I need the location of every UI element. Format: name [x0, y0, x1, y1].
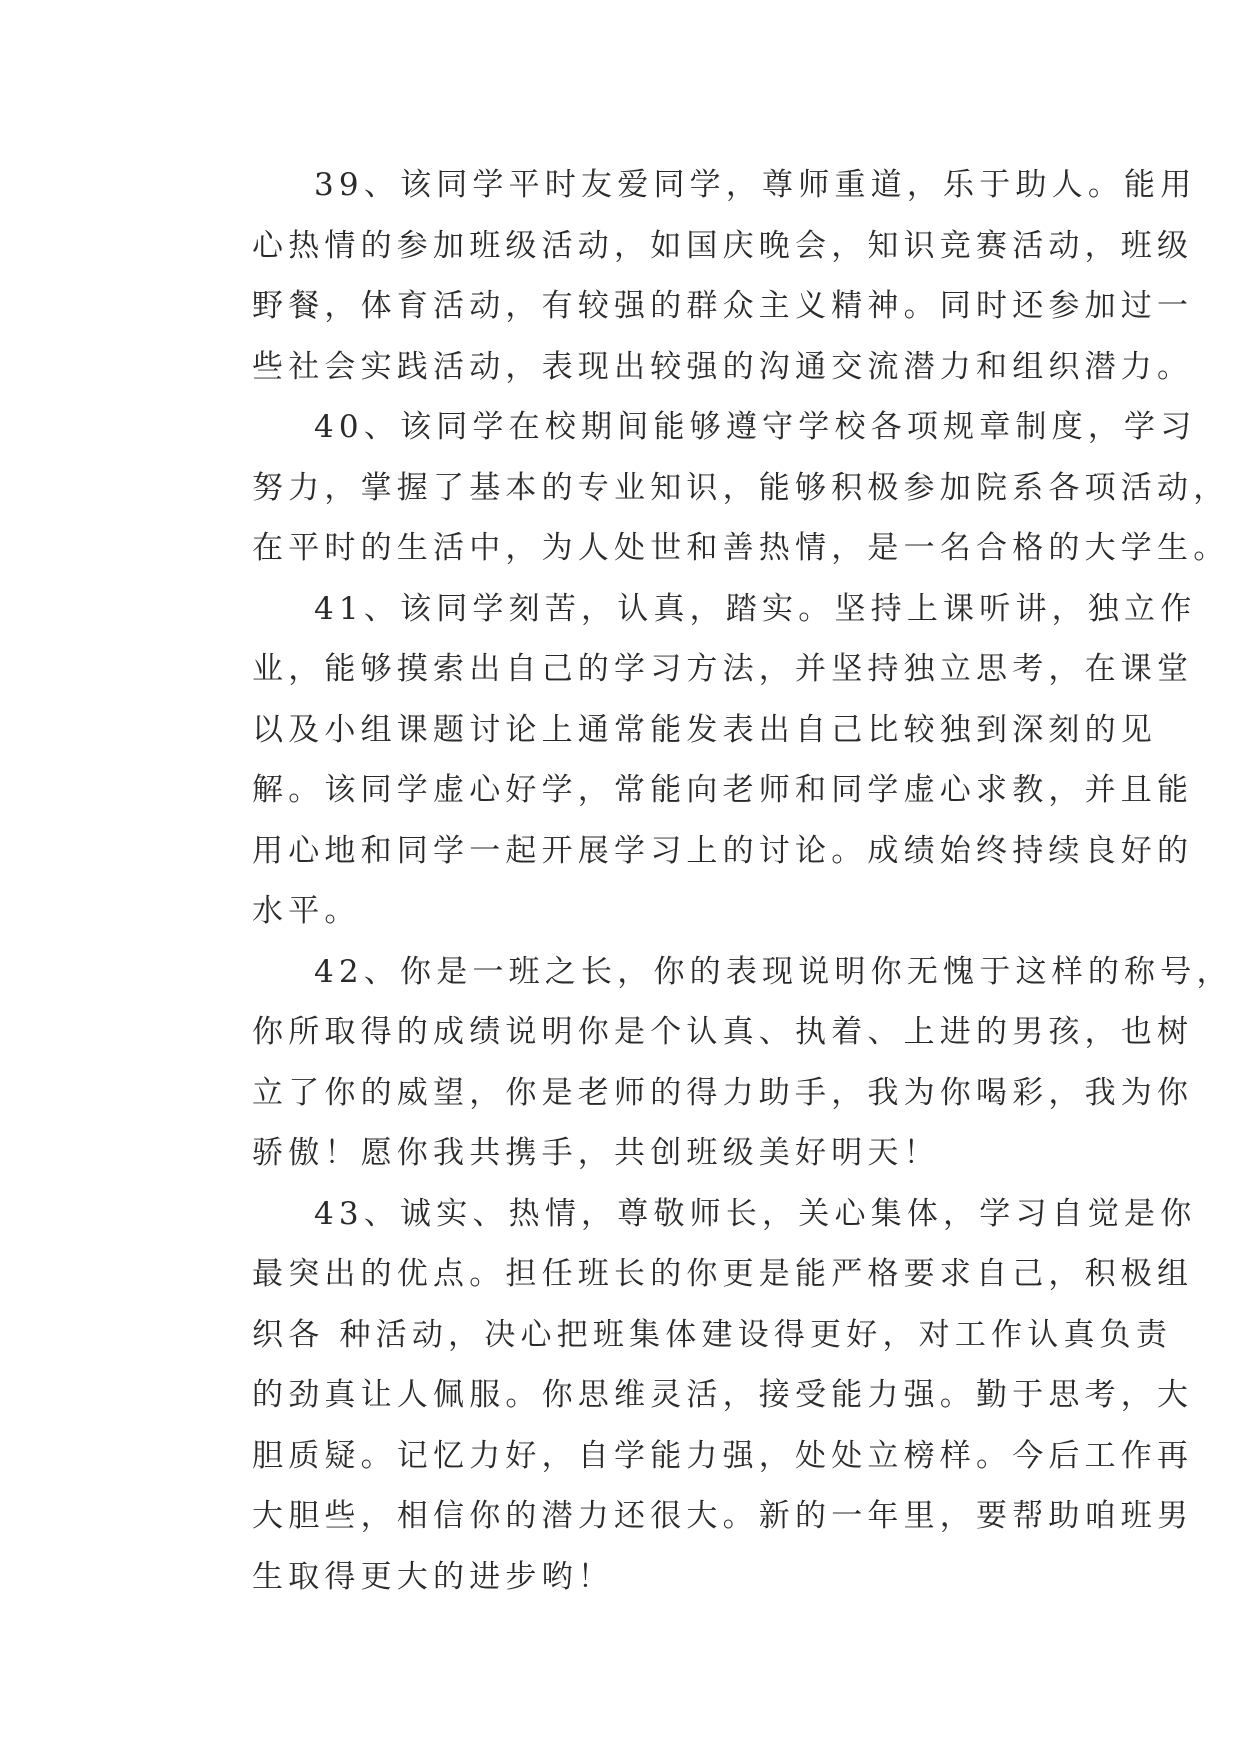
- paragraph-line: 你所取得的成绩说明你是个认真、执着、上进的男孩，也树: [252, 1014, 1194, 1050]
- comment-paragraph-43: [190, 1184, 1197, 1608]
- comment-paragraph-39: [190, 155, 1197, 397]
- paragraph-line: 心热情的参加班级活动，如国庆晚会，知识竞赛活动，班级: [252, 227, 1194, 264]
- paragraph-line: 业，能够摸索出自己的学习方法，并坚持独立思考，在课堂: [252, 651, 1194, 687]
- paragraph-line: 用心地和同学一起开展学习上的讨论。成绩始终持续良好的: [252, 832, 1194, 869]
- paragraph-line: 41、该同学刻苦，认真，踏实。坚持上课听讲，独立作: [314, 590, 1197, 627]
- comment-paragraph-40: [190, 397, 1230, 579]
- paragraph-line: 解。该同学虚心好学，常能向老师和同学虚心求教，并且能: [252, 772, 1194, 808]
- paragraph-line: 野餐，体育活动，有较强的群众主义精神。同时还参加过一: [252, 288, 1194, 324]
- paragraph-line: 43、诚实、热情，尊敬师长，关心集体，学习自觉是你: [314, 1195, 1197, 1232]
- paragraph-line: 最突出的优点。担任班长的你更是能严格要求自己，积极组: [252, 1256, 1194, 1292]
- paragraph-line: 大胆些，相信你的潜力还很大。新的一年里，要帮助咱班男: [252, 1498, 1194, 1534]
- paragraph-line: 39、该同学平时友爱同学，尊师重道，乐于助人。能用: [314, 167, 1197, 203]
- comment-paragraph-42: [190, 942, 1233, 1184]
- paragraph-line: 织各 种活动，决心把班集体建设得更好，对工作认真负责: [252, 1316, 1173, 1353]
- paragraph-line: 努力，掌握了基本的专业知识，能够积极参加院系各项活动，: [252, 469, 1230, 506]
- paragraph-line: 立了你的威望，你是老师的得力助手，我为你喝彩，我为你: [252, 1074, 1194, 1111]
- paragraph-line: 骄傲！愿你我共携手，共创班级美好明天！: [252, 1135, 940, 1171]
- paragraph-line: 40、该同学在校期间能够遵守学校各项规章制度，学习: [314, 409, 1197, 445]
- paragraph-line: 的劲真让人佩服。你思维灵活，接受能力强。勤于思考，大: [252, 1377, 1194, 1413]
- paragraph-line: 42、你是一班之长，你的表现说明你无愧于这样的称号，: [314, 953, 1233, 990]
- paragraph-line: 些社会实践活动，表现出较强的沟通交流潜力和组织潜力。: [252, 348, 1194, 385]
- comment-paragraph-41: [190, 579, 1197, 942]
- paragraph-line: 生取得更大的进步哟！: [252, 1558, 614, 1595]
- document-body: [190, 155, 1233, 1607]
- paragraph-line: 在平时的生活中，为人处世和善热情，是一名合格的大学生。: [252, 530, 1230, 566]
- paragraph-line: 胆质疑。记忆力好，自学能力强，处处立榜样。今后工作再: [252, 1437, 1194, 1474]
- paragraph-line: 以及小组课题讨论上通常能发表出自己比较独到深刻的见: [252, 711, 1157, 748]
- paragraph-line: 水平。: [252, 893, 361, 929]
